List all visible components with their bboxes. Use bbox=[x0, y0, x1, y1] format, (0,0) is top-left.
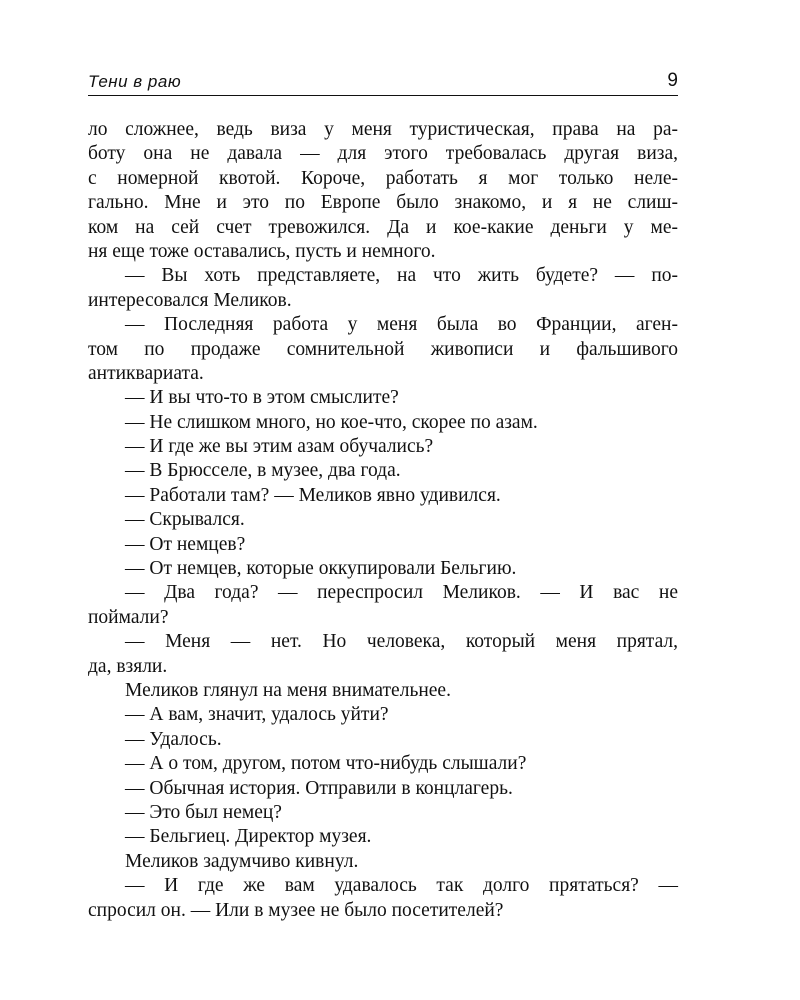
text-line: с номерной квотой. Короче, работать я мог только неле- bbox=[88, 167, 678, 189]
text-line: — В Брюсселе, в музее, два года. bbox=[125, 460, 401, 482]
text-line: — Обычная история. Отправили в концлагерь. bbox=[125, 777, 513, 799]
page-number: 9 bbox=[667, 70, 678, 91]
text-line: ло сложнее, ведь виза у меня туристическая, права на ра- bbox=[88, 119, 678, 140]
text-line: — Не слишком много, но кое-что, скорее по азам. bbox=[125, 411, 538, 433]
text-line: интересовался Меликов. bbox=[88, 289, 292, 311]
text-line: — Это был немец? bbox=[125, 801, 282, 823]
text-line: — И где же вы этим азам обучались? bbox=[125, 436, 434, 458]
text-line: — И вы что-то в этом смыслите? bbox=[125, 387, 399, 409]
running-header bbox=[88, 66, 678, 96]
text-line: боту она не давала — для этого требовалась другая виза, bbox=[88, 143, 678, 165]
text-line: — Удалось. bbox=[125, 728, 222, 750]
text-line: — Два года? — переспросил Меликов. — И вас не bbox=[125, 582, 678, 604]
running-title: Тени в раю bbox=[88, 72, 182, 91]
text-line: Меликов задумчиво кивнул. bbox=[125, 850, 359, 872]
text-line: — Бельгиец. Директор музея. bbox=[125, 826, 372, 848]
text-line: — Вы хоть представляете, на что жить будете? — по- bbox=[125, 265, 678, 287]
text-line: Меликов глянул на меня внимательнее. bbox=[125, 679, 451, 701]
body-text bbox=[88, 118, 678, 923]
text-line: — От немцев, которые оккупировали Бельгию. bbox=[125, 558, 517, 580]
text-line: ня еще тоже оставались, пусть и немного. bbox=[88, 240, 436, 262]
text-line: — Меня — нет. Но человека, который меня прятал, bbox=[125, 631, 678, 653]
text-line: — Работали там? — Меликов явно удивился. bbox=[125, 484, 501, 506]
text-line: том по продаже сомнительной живописи и фальшивого bbox=[88, 338, 678, 360]
text-line: — И где же вам удавалось так долго прятаться? — bbox=[125, 875, 678, 897]
text-line: поймали? bbox=[88, 606, 169, 628]
text-line: — От немцев? bbox=[125, 533, 246, 555]
text-line: спросил он. — Или в музее не было посетителей? bbox=[88, 899, 504, 921]
text-line: ком на сей счет тревожился. Да и кое-какие деньги у ме- bbox=[88, 216, 678, 238]
text-line: — Скрывался. bbox=[125, 509, 245, 531]
text-line: — А о том, другом, потом что-нибудь слышали? bbox=[125, 753, 527, 775]
text-line: гально. Мне и это по Европе было знакомо, и я не слиш- bbox=[88, 192, 678, 214]
text-line: антиквариата. bbox=[88, 362, 204, 384]
header-rule bbox=[88, 95, 678, 96]
text-line: да, взяли. bbox=[88, 655, 168, 677]
text-line: — А вам, значит, удалось уйти? bbox=[125, 704, 389, 726]
text-line: — Последняя работа у меня была во Франции, аген- bbox=[125, 314, 678, 336]
